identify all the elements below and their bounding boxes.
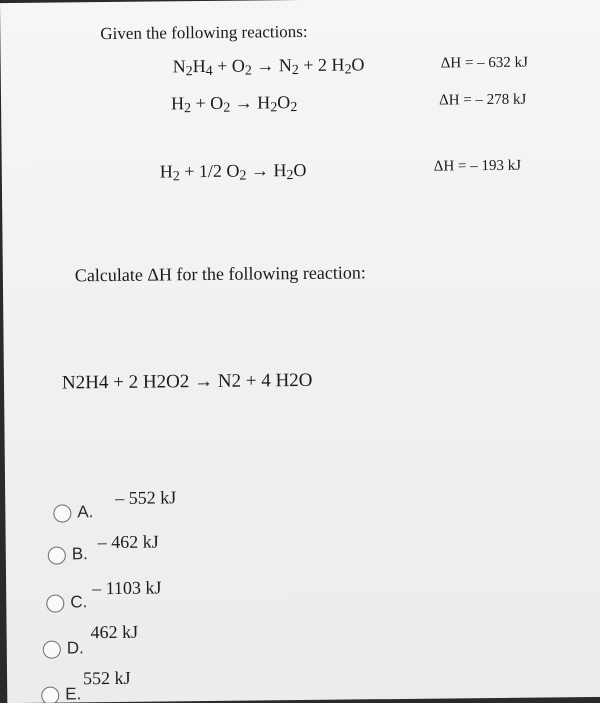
option-value: 552 kJ — [82, 667, 131, 689]
option-d[interactable] — [43, 621, 193, 659]
radio-icon[interactable] — [46, 595, 64, 613]
reaction-2-equation: $H_2 + O_2 \to H_2O_2$ — [170, 92, 298, 117]
radio-icon[interactable] — [53, 504, 71, 522]
reaction-1-equation: $N_2H_4 + O_2 \to N_2 + 2$ $H_2O$ — [172, 54, 365, 80]
option-letter: C. — [70, 592, 88, 612]
option-e[interactable] — [41, 667, 191, 703]
option-letter: A. — [77, 502, 94, 522]
question-text: Calculate ΔH for the following reaction: — [74, 262, 366, 286]
radio-icon[interactable] — [43, 641, 61, 659]
option-c[interactable] — [46, 577, 206, 615]
option-value: – 462 kJ — [97, 531, 159, 553]
radio-icon[interactable] — [41, 687, 59, 703]
option-b[interactable] — [48, 531, 198, 569]
target-reaction: N2H4 + 2 H2O2 → N2 + 4 H2O — [61, 369, 313, 394]
reaction-3-equation: $H_2 + 1/2$ $O_2 \to H_2O$ — [159, 159, 307, 185]
option-letter: E. — [65, 684, 82, 703]
option-a[interactable] — [53, 487, 203, 525]
option-letter: B. — [71, 544, 88, 564]
reaction-3-enthalpy: ΔH = – 193 kJ — [433, 157, 522, 175]
option-value: 462 kJ — [90, 621, 139, 643]
radio-icon[interactable] — [48, 546, 66, 564]
option-value: – 552 kJ — [115, 487, 177, 508]
reaction-2-enthalpy: ΔH = – 278 kJ — [438, 91, 527, 109]
option-value: – 1103 kJ — [92, 577, 162, 599]
option-letter: D. — [66, 638, 84, 658]
reaction-1-enthalpy: ΔH = – 632 kJ — [440, 54, 529, 72]
intro-text: Given the following reactions: — [100, 21, 308, 44]
